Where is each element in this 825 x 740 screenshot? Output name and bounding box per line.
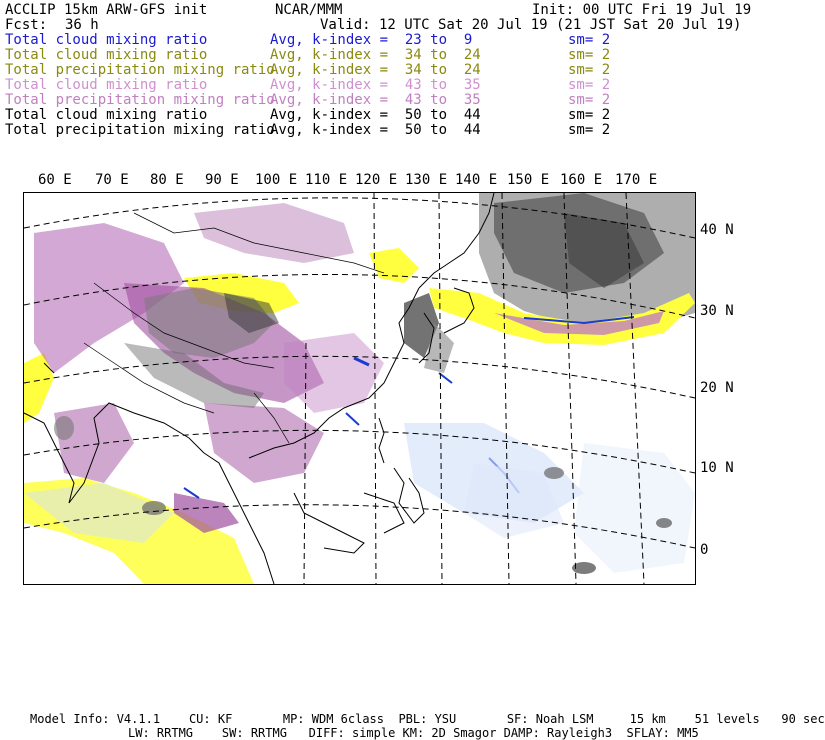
legend-field-name: Total cloud mixing ratio (5, 47, 208, 63)
legend-field-name: Total cloud mixing ratio (5, 107, 208, 123)
init-time: Init: 00 UTC Fri 19 Jul 19 (532, 2, 752, 18)
legend-smoothing: sm= 2 (568, 122, 611, 138)
longitude-label: 120 E (355, 172, 398, 188)
legend-smoothing: sm= 2 (568, 107, 611, 123)
legend-k-index-range: Avg, k-index = 34 to 24 (270, 62, 481, 78)
organization-label: NCAR/MMM (275, 2, 343, 18)
legend-k-index-range: Avg, k-index = 50 to 44 (270, 107, 481, 123)
legend-k-index-range: Avg, k-index = 23 to 9 (270, 32, 473, 48)
legend-k-index-range: Avg, k-index = 43 to 35 (270, 77, 481, 93)
legend-k-index-range: Avg, k-index = 43 to 35 (270, 92, 481, 108)
longitude-label: 80 E (150, 172, 184, 188)
legend-field-name: Total precipitation mixing ratio (5, 62, 275, 78)
cloud-field-layer (24, 193, 695, 584)
latitude-label: 40 N (700, 222, 734, 238)
longitude-label: 150 E (507, 172, 550, 188)
latitude-label: 30 N (700, 303, 734, 319)
longitude-label: 110 E (305, 172, 348, 188)
valid-time: Valid: 12 UTC Sat 20 Jul 19 (21 JST Sat 20 Jul 19) (320, 17, 742, 33)
legend-smoothing: sm= 2 (568, 47, 611, 63)
legend-smoothing: sm= 2 (568, 92, 611, 108)
legend-field-name: Total cloud mixing ratio (5, 32, 208, 48)
model-title: ACCLIP 15km ARW-GFS init (5, 2, 208, 18)
longitude-label: 60 E (38, 172, 72, 188)
legend-field-name: Total precipitation mixing ratio (5, 92, 275, 108)
latitude-label: 10 N (700, 460, 734, 476)
forecast-label: Fcst: (5, 17, 48, 33)
legend-smoothing: sm= 2 (568, 62, 611, 78)
map-panel (23, 192, 696, 585)
forecast-map (24, 193, 695, 584)
legend-smoothing: sm= 2 (568, 77, 611, 93)
legend-k-index-range: Avg, k-index = 34 to 24 (270, 47, 481, 63)
longitude-label: 140 E (455, 172, 498, 188)
legend-k-index-range: Avg, k-index = 50 to 44 (270, 122, 481, 138)
latitude-label: 0 (700, 542, 709, 558)
latitude-label: 20 N (700, 380, 734, 396)
longitude-label: 160 E (560, 172, 603, 188)
forecast-hour: 36 h (65, 17, 99, 33)
legend-smoothing: sm= 2 (568, 32, 611, 48)
longitude-label: 70 E (95, 172, 129, 188)
legend-field-name: Total precipitation mixing ratio (5, 122, 275, 138)
longitude-label: 90 E (205, 172, 239, 188)
model-info-line1: Model Info: V4.1.1 CU: KF MP: WDM 6class PBL: YSU SF: Noah LSM 15 km 51 levels 90 sec (30, 712, 825, 726)
longitude-label: 170 E (615, 172, 658, 188)
longitude-label: 130 E (405, 172, 448, 188)
longitude-label: 100 E (255, 172, 298, 188)
model-info-line2: LW: RRTMG SW: RRTMG DIFF: simple KM: 2D Smagor DAMP: Rayleigh3 SFLAY: MM5 (128, 726, 699, 740)
legend-field-name: Total cloud mixing ratio (5, 77, 208, 93)
